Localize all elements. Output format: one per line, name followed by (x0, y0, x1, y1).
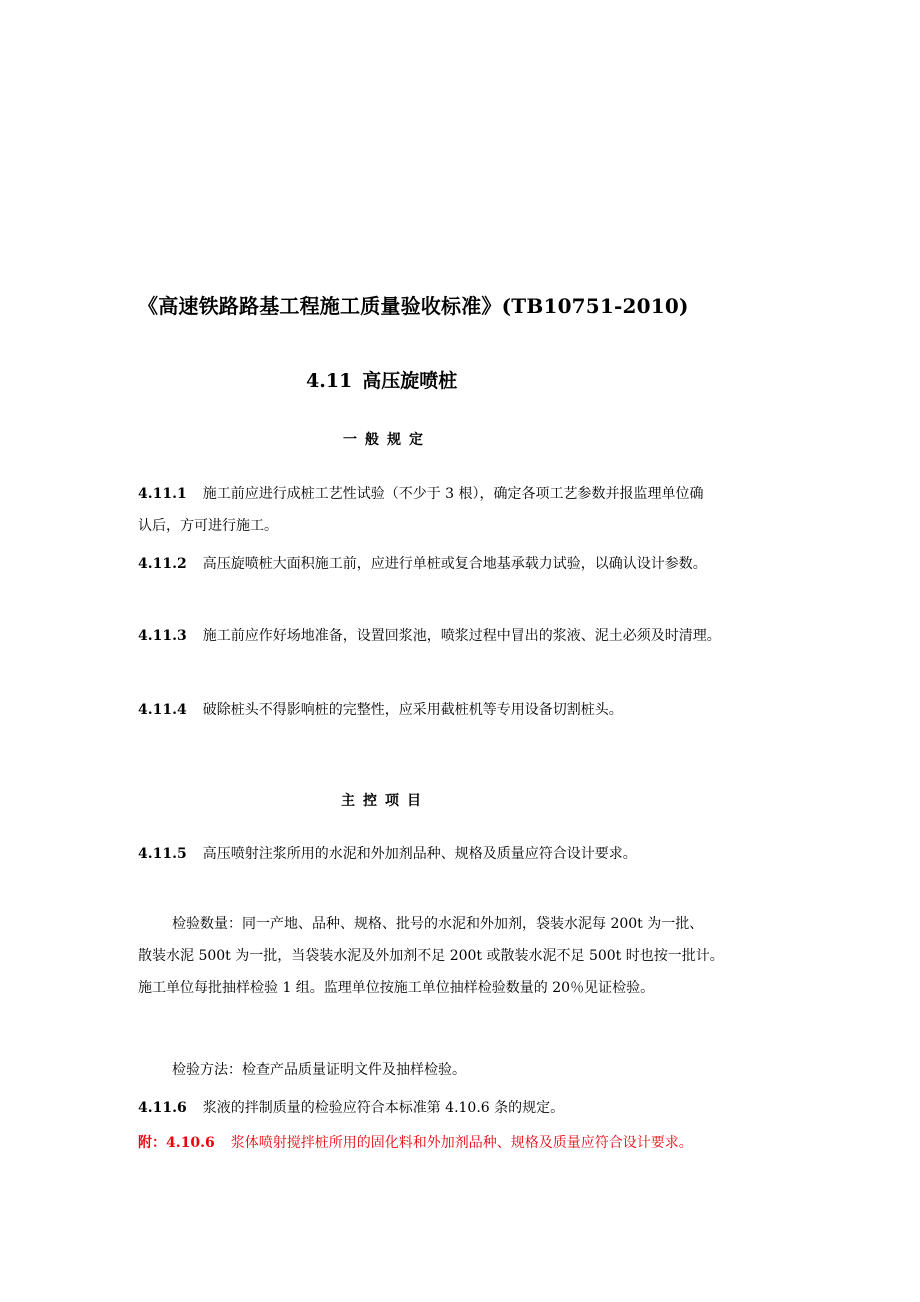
section-number: 4.11 (306, 370, 353, 392)
clause-4-11-1 (138, 478, 704, 542)
clause-number: 4.11.6 (138, 1100, 187, 1116)
clause-text: 浆液的拌制质量的检验应符合本标准第 4.10.6 条的规定。 (202, 1100, 565, 1116)
clause-4-11-6 (138, 1092, 564, 1124)
clause-number: 4.11.3 (138, 628, 187, 644)
appendix-text: 浆体喷射搅拌桩所用的固化料和外加剂品种、规格及质量应符合设计要求。 (230, 1135, 693, 1151)
clause-4-11-4 (138, 694, 623, 726)
clause-4-11-2 (138, 548, 707, 580)
clause-text-continuation: 认后，方可进行施工。 (138, 518, 278, 534)
appendix-number: 4.10.6 (166, 1135, 215, 1151)
clause-number: 4.11.5 (138, 846, 187, 862)
appendix-prefix: 附： (138, 1135, 166, 1151)
general-provisions-heading: 一般规定 (343, 432, 431, 448)
inspection-quantity-line-3: 施工单位每批抽样检验 1 组。监理单位按施工单位抽样检验数量的 20％见证检验。 (138, 980, 655, 996)
clause-text: 施工前应进行成桩工艺性试验（不少于 3 根），确定各项工艺参数并报监理单位确 (202, 486, 704, 502)
inspection-quantity-line-1: 检验数量：同一产地、品种、规格、批号的水泥和外加剂，袋装水泥每 200t 为一批、 (172, 916, 704, 932)
inspection-method: 检验方法：检查产品质量证明文件及抽样检验。 (172, 1062, 466, 1078)
clause-number: 4.11.1 (138, 486, 187, 502)
inspection-quantity (138, 908, 724, 1004)
clause-text: 施工前应作好场地准备，设置回浆池，喷浆过程中冒出的浆液、泥土必须及时清理。 (202, 628, 721, 644)
clause-number: 4.11.2 (138, 556, 187, 572)
clause-text: 高压喷射注浆所用的水泥和外加剂品种、规格及质量应符合设计要求。 (202, 846, 637, 862)
section-title: 高压旋喷桩 (362, 370, 458, 392)
clause-text: 破除桩头不得影响桩的完整性，应采用截桩机等专用设备切割桩头。 (202, 702, 623, 718)
clause-text: 高压旋喷桩大面积施工前，应进行单桩或复合地基承载力试验，以确认设计参数。 (202, 556, 707, 572)
clause-number: 4.11.4 (138, 702, 187, 718)
clause-4-11-3 (138, 620, 721, 652)
appendix-note (138, 1132, 693, 1152)
section-heading (306, 366, 457, 393)
document-title: 《高速铁路路基工程施工质量验收标准》(TB10751-2010) (138, 294, 689, 318)
clause-4-11-5 (138, 838, 637, 870)
inspection-quantity-line-2: 散装水泥 500t 为一批，当袋装水泥及外加剂不足 200t 或散装水泥不足 500t 时也按一批计。 (138, 948, 724, 964)
main-control-items-heading: 主控项目 (341, 793, 429, 809)
